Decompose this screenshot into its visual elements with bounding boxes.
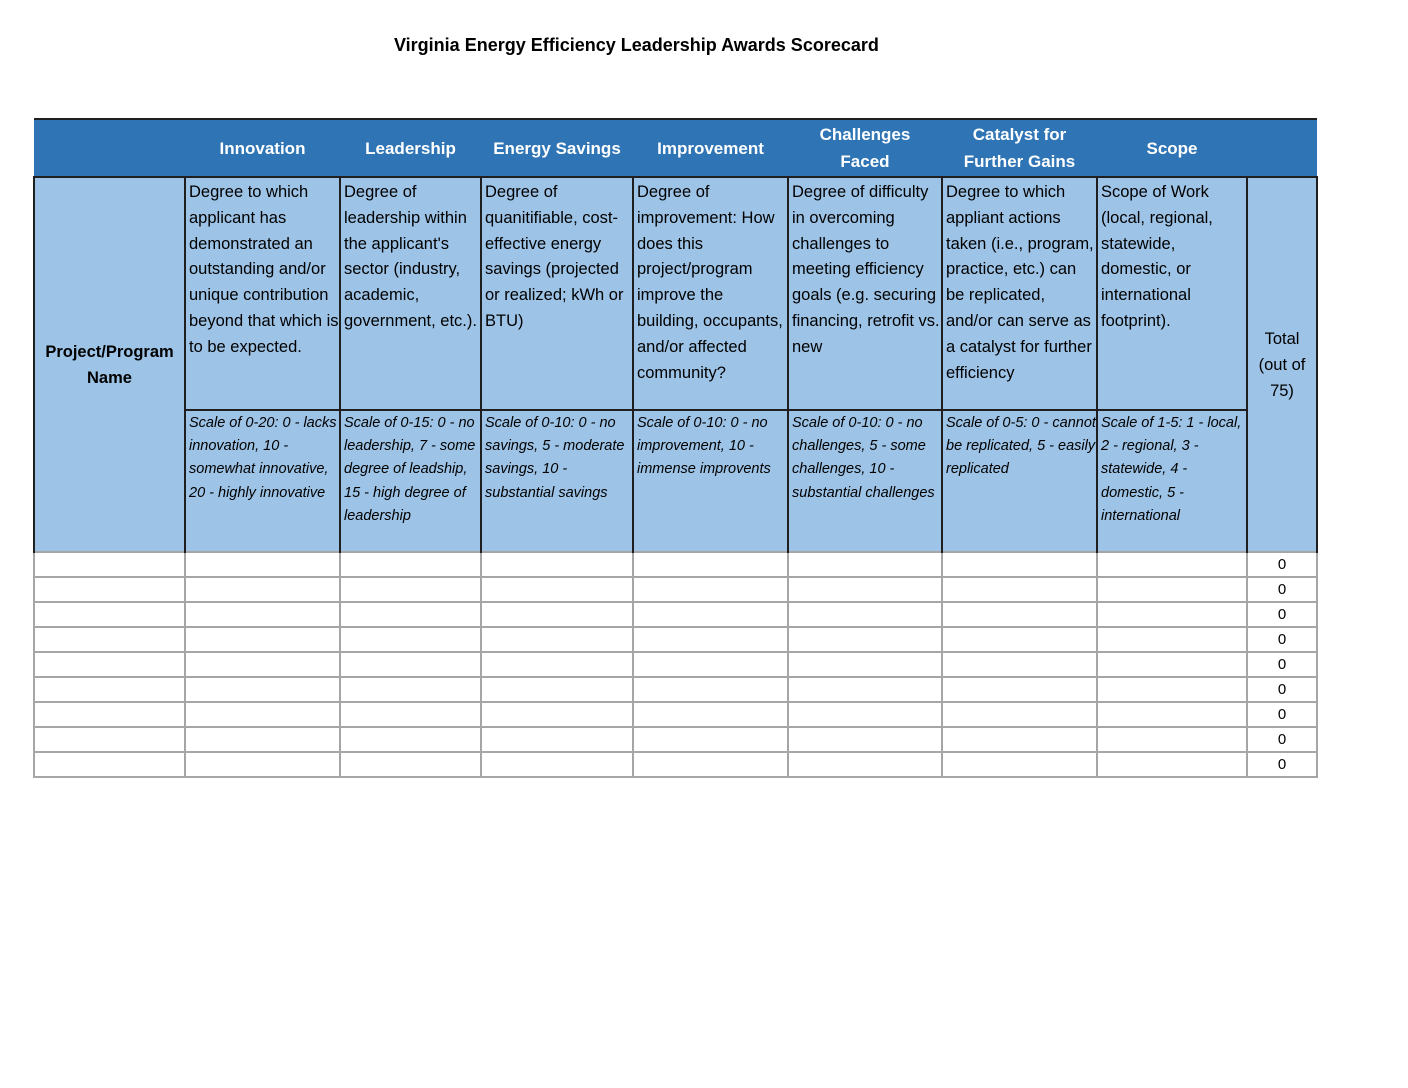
total-cell: 0 [1247, 727, 1317, 752]
total-label-text: Total (out of 75) [1258, 329, 1306, 400]
score-cell[interactable] [185, 727, 340, 752]
score-cell[interactable] [340, 602, 481, 627]
description-row [34, 177, 1317, 410]
header-innovation: Innovation [185, 119, 340, 177]
header-name-cell [34, 119, 185, 177]
score-cell[interactable] [788, 652, 942, 677]
project-name-cell[interactable] [34, 752, 185, 777]
table-row [34, 552, 1317, 577]
total-cell: 0 [1247, 677, 1317, 702]
score-cell[interactable] [1097, 577, 1247, 602]
project-name-cell[interactable] [34, 627, 185, 652]
score-cell[interactable] [942, 727, 1097, 752]
total-cell: 0 [1247, 577, 1317, 602]
header-energy-savings: Energy Savings [481, 119, 633, 177]
score-cell[interactable] [340, 552, 481, 577]
table-row [34, 577, 1317, 602]
score-cell[interactable] [185, 702, 340, 727]
score-cell[interactable] [340, 702, 481, 727]
project-name-cell[interactable] [34, 552, 185, 577]
score-cell[interactable] [481, 577, 633, 602]
project-name-cell[interactable] [34, 577, 185, 602]
score-cell[interactable] [1097, 677, 1247, 702]
total-cell: 0 [1247, 752, 1317, 777]
score-cell[interactable] [942, 702, 1097, 727]
score-cell[interactable] [185, 552, 340, 577]
description-catalyst: Degree to which appliant actions taken (i.e., program, practice, etc.) can be replicated, and/or can serve as a catalyst for further efficiency [942, 177, 1097, 410]
description-innovation: Degree to which applicant has demonstrated an outstanding and/or unique contribution beyond that which is to be expected. [185, 177, 340, 410]
score-cell[interactable] [1097, 752, 1247, 777]
score-cell[interactable] [1097, 602, 1247, 627]
score-cell[interactable] [788, 752, 942, 777]
score-rows [34, 552, 1317, 777]
page-title: Virginia Energy Efficiency Leadership Awards Scorecard [394, 35, 879, 55]
project-name-cell[interactable] [34, 602, 185, 627]
table-row [34, 702, 1317, 727]
table-row [34, 727, 1317, 752]
score-cell[interactable] [942, 602, 1097, 627]
project-name-cell[interactable] [34, 677, 185, 702]
score-cell[interactable] [185, 652, 340, 677]
score-cell[interactable] [1097, 627, 1247, 652]
header-improvement: Improvement [633, 119, 788, 177]
score-cell[interactable] [942, 652, 1097, 677]
score-cell[interactable] [481, 727, 633, 752]
table-row [34, 677, 1317, 702]
score-cell[interactable] [788, 677, 942, 702]
score-cell[interactable] [481, 602, 633, 627]
score-cell[interactable] [942, 752, 1097, 777]
total-cell: 0 [1247, 552, 1317, 577]
header-total-cell [1247, 119, 1317, 177]
score-cell[interactable] [788, 727, 942, 752]
scorecard-table [33, 118, 1318, 778]
score-cell[interactable] [942, 627, 1097, 652]
table-row [34, 602, 1317, 627]
scale-catalyst: Scale of 0-5: 0 - cannot be replicated, 5 - easily replicated [942, 410, 1097, 552]
description-energy-savings: Degree of quanitifiable, cost-effective energy savings (projected or realized; kWh or BTU) [481, 177, 633, 410]
score-cell[interactable] [942, 677, 1097, 702]
score-cell[interactable] [340, 727, 481, 752]
score-cell[interactable] [788, 627, 942, 652]
score-cell[interactable] [185, 577, 340, 602]
score-cell[interactable] [481, 702, 633, 727]
header-challenges-faced: Challenges Faced [788, 119, 942, 177]
scale-scope: Scale of 1-5: 1 - local, 2 - regional, 3 - statewide, 4 - domestic, 5 - international [1097, 410, 1247, 552]
score-cell[interactable] [633, 677, 788, 702]
score-cell[interactable] [1097, 552, 1247, 577]
scale-energy-savings: Scale of 0-10: 0 - no savings, 5 - moderate savings, 10 - substantial savings [481, 410, 633, 552]
score-cell[interactable] [185, 627, 340, 652]
project-name-cell[interactable] [34, 727, 185, 752]
score-cell[interactable] [340, 677, 481, 702]
scale-innovation: Scale of 0-20: 0 - lacks innovation, 10 - somewhat innovative, 20 - highly innovative [185, 410, 340, 552]
score-cell[interactable] [633, 652, 788, 677]
description-improvement: Degree of improvement: How does this project/program improve the building, occupants, and/or affected community? [633, 177, 788, 410]
project-name-cell[interactable] [34, 702, 185, 727]
score-cell[interactable] [788, 702, 942, 727]
score-cell[interactable] [1097, 652, 1247, 677]
total-cell: 0 [1247, 627, 1317, 652]
header-row [34, 119, 1317, 177]
description-challenges: Degree of difficulty in overcoming challenges to meeting efficiency goals (e.g. securing financing, retrofit vs. new [788, 177, 942, 410]
description-leadership: Degree of leadership within the applicant's sector (industry, academic, government, etc.). [340, 177, 481, 410]
description-scope: Scope of Work (local, regional, statewide, domestic, or international footprint). [1097, 177, 1247, 410]
score-cell[interactable] [340, 752, 481, 777]
total-label [1247, 177, 1317, 552]
score-cell[interactable] [633, 727, 788, 752]
score-cell[interactable] [185, 752, 340, 777]
score-cell[interactable] [481, 652, 633, 677]
score-cell[interactable] [340, 577, 481, 602]
score-cell[interactable] [788, 552, 942, 577]
header-leadership: Leadership [340, 119, 481, 177]
header-scope: Scope [1097, 119, 1247, 177]
total-cell: 0 [1247, 702, 1317, 727]
table-row [34, 752, 1317, 777]
score-cell[interactable] [633, 627, 788, 652]
scale-improvement: Scale of 0-10: 0 - no improvement, 10 - immense improvents [633, 410, 788, 552]
score-cell[interactable] [185, 677, 340, 702]
score-cell[interactable] [788, 577, 942, 602]
score-cell[interactable] [1097, 702, 1247, 727]
total-cell: 0 [1247, 652, 1317, 677]
score-cell[interactable] [633, 602, 788, 627]
score-cell[interactable] [788, 602, 942, 627]
score-cell[interactable] [633, 577, 788, 602]
scale-leadership: Scale of 0-15: 0 - no leadership, 7 - some degree of leadship, 15 - high degree of leadership [340, 410, 481, 552]
table-row [34, 652, 1317, 677]
score-cell[interactable] [481, 627, 633, 652]
table-row [34, 627, 1317, 652]
score-cell[interactable] [185, 602, 340, 627]
score-cell[interactable] [340, 652, 481, 677]
score-cell[interactable] [340, 627, 481, 652]
score-cell[interactable] [481, 552, 633, 577]
score-cell[interactable] [1097, 727, 1247, 752]
score-cell[interactable] [481, 677, 633, 702]
score-cell[interactable] [633, 702, 788, 727]
score-cell[interactable] [633, 552, 788, 577]
score-cell[interactable] [633, 752, 788, 777]
project-name-cell[interactable] [34, 652, 185, 677]
scale-challenges: Scale of 0-10: 0 - no challenges, 5 - some challenges, 10 - substantial challenges [788, 410, 942, 552]
score-cell[interactable] [942, 552, 1097, 577]
header-catalyst: Catalyst for Further Gains [942, 119, 1097, 177]
project-name-label: Project/Program Name [34, 177, 185, 552]
total-cell: 0 [1247, 602, 1317, 627]
score-cell[interactable] [942, 577, 1097, 602]
score-cell[interactable] [481, 752, 633, 777]
scale-row [34, 410, 1317, 552]
